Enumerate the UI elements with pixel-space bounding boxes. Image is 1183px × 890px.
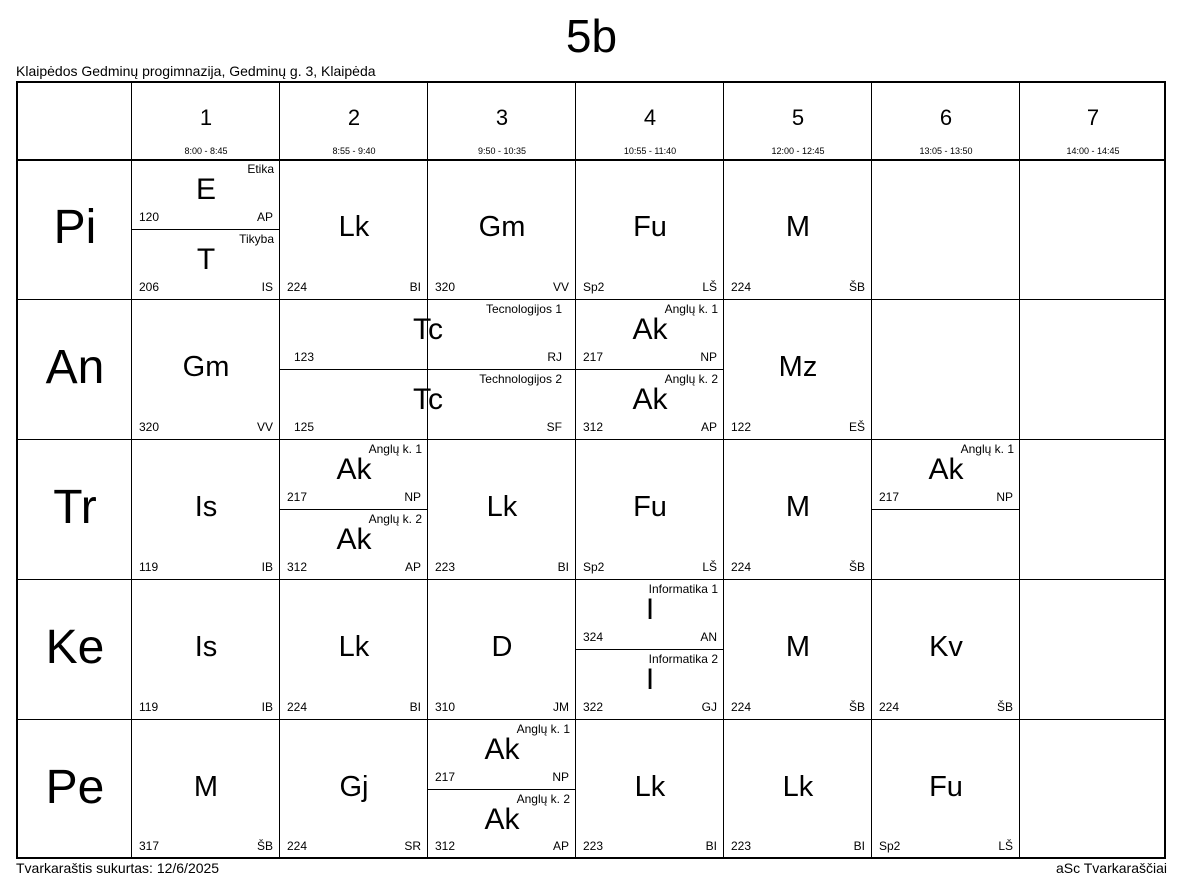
lesson-subject: Ak	[632, 313, 668, 346]
period-time: 8:00 - 8:45	[184, 146, 228, 156]
lesson-card[interactable]	[724, 720, 872, 859]
lesson-subject: Ak	[336, 453, 372, 486]
lesson-teacher: ŠB	[996, 700, 1013, 714]
lesson-room: 312	[435, 839, 456, 853]
day-label: Tr	[53, 481, 97, 534]
period-header	[428, 83, 576, 160]
lesson-subject: Ak	[484, 733, 520, 766]
lesson-teacher: VV	[256, 420, 273, 434]
lesson-teacher: IS	[261, 280, 273, 294]
lesson-group: Technologijos 2	[479, 372, 562, 386]
lesson-room: 310	[435, 700, 456, 714]
lesson-subject: Fu	[929, 770, 963, 803]
lesson-card[interactable]	[132, 440, 280, 580]
lesson-card[interactable]	[132, 720, 280, 859]
lesson-teacher: SR	[404, 839, 421, 853]
lesson-card[interactable]	[280, 370, 576, 440]
day-label: Pe	[45, 760, 105, 814]
day-label: Ke	[45, 621, 105, 674]
lesson-teacher: ŠB	[256, 839, 273, 853]
lesson-teacher: LŠ	[702, 560, 717, 574]
lesson-card[interactable]	[576, 370, 724, 440]
lesson-group: Anglų k. 1	[368, 442, 422, 456]
lesson-card[interactable]	[280, 580, 428, 720]
period-header	[1020, 83, 1166, 160]
lesson-teacher: AP	[404, 560, 421, 574]
lesson-subject: Is	[194, 631, 218, 663]
lesson-teacher: IB	[261, 700, 273, 714]
group-divider	[872, 509, 1019, 510]
lesson-card[interactable]	[280, 160, 428, 300]
lesson-card[interactable]	[428, 440, 576, 580]
lesson-subject: I	[645, 593, 655, 626]
lesson-room: 224	[287, 839, 308, 853]
lesson-teacher: JM	[553, 700, 569, 714]
lesson-room: 217	[287, 490, 308, 504]
lesson-teacher: BI	[409, 280, 421, 294]
lesson-teacher: RJ	[547, 350, 562, 364]
lesson-room: 224	[731, 280, 752, 294]
lesson-room: 224	[287, 280, 308, 294]
lesson-room: 320	[435, 280, 456, 294]
lesson-card[interactable]	[132, 300, 280, 440]
lesson-card[interactable]	[872, 440, 1020, 510]
period-header	[724, 83, 872, 160]
page-title: 5b	[565, 10, 618, 62]
lesson-card[interactable]	[428, 790, 576, 860]
lesson-teacher: BI	[853, 839, 865, 853]
lesson-card[interactable]	[132, 580, 280, 720]
lesson-subject: Is	[194, 491, 218, 523]
lesson-card[interactable]	[428, 580, 576, 720]
lesson-card[interactable]	[280, 720, 428, 859]
lesson-teacher: EŠ	[848, 420, 865, 434]
lesson-card[interactable]	[132, 160, 280, 230]
lesson-subject: Ak	[484, 802, 520, 836]
lesson-subject: Lk	[634, 770, 666, 803]
lesson-card[interactable]	[132, 230, 280, 300]
lesson-card[interactable]	[724, 160, 872, 300]
lesson-card[interactable]	[576, 650, 724, 720]
lesson-subject: Lk	[338, 211, 370, 243]
period-header	[132, 83, 280, 160]
lesson-room: 119	[139, 700, 159, 714]
period-header	[280, 83, 428, 160]
day-row-header	[18, 300, 132, 440]
lesson-card[interactable]	[724, 580, 872, 720]
lesson-teacher: AP	[700, 420, 717, 434]
lesson-subject: Lk	[486, 491, 518, 523]
lesson-subject: Tc	[413, 383, 443, 416]
lesson-group: Tecnologijos 1	[485, 302, 562, 316]
lesson-teacher: BI	[409, 700, 421, 714]
lesson-card[interactable]	[280, 300, 576, 370]
created-date: Tvarkaraštis sukurtas: 12/6/2025	[16, 860, 220, 876]
lesson-teacher: BI	[557, 560, 569, 574]
period-number: 2	[347, 105, 361, 130]
period-time: 13:05 - 13:50	[919, 146, 973, 156]
lesson-room: Sp2	[583, 560, 605, 574]
lesson-subject: M	[785, 491, 811, 523]
lesson-card[interactable]	[576, 580, 724, 650]
lesson-room: 320	[139, 420, 160, 434]
lesson-subject: D	[491, 631, 513, 663]
lesson-subject: Tc	[413, 313, 443, 346]
lesson-group: Anglų k. 2	[516, 791, 570, 806]
lesson-room: 120	[139, 210, 160, 224]
period-time: 8:55 - 9:40	[332, 146, 376, 156]
lesson-room: 217	[583, 350, 604, 364]
timetable-grid	[16, 81, 1166, 859]
lesson-subject: Ak	[928, 453, 964, 486]
lesson-room: 322	[583, 700, 604, 714]
lesson-group: Informatika 2	[648, 652, 718, 666]
lesson-teacher: GJ	[701, 700, 717, 714]
lesson-subject: M	[785, 631, 811, 663]
lesson-subject: M	[193, 770, 219, 803]
period-number: 3	[495, 105, 509, 130]
lesson-teacher: IB	[261, 560, 273, 574]
lesson-group: Etika	[247, 162, 274, 176]
lesson-teacher: ŠB	[848, 280, 865, 294]
lesson-card[interactable]	[280, 510, 428, 580]
lesson-subject: Lk	[338, 631, 370, 663]
lesson-room: 224	[879, 700, 900, 714]
lesson-subject: M	[785, 211, 811, 243]
lesson-card[interactable]	[576, 440, 724, 580]
lesson-card[interactable]	[576, 720, 724, 859]
lesson-subject: Gm	[182, 351, 230, 383]
period-header	[872, 83, 1020, 160]
lesson-subject: Gm	[478, 211, 526, 243]
lesson-room: 206	[139, 280, 160, 294]
lesson-room: 224	[731, 560, 752, 574]
lesson-card[interactable]	[724, 300, 872, 440]
lesson-room: 312	[583, 420, 604, 434]
lesson-subject: Ak	[336, 523, 372, 556]
lesson-teacher: AP	[552, 839, 569, 853]
period-time: 10:55 - 11:40	[623, 146, 677, 156]
lesson-room: 119	[139, 560, 159, 574]
lesson-room: 223	[731, 839, 752, 853]
day-row-header	[18, 160, 132, 300]
lesson-card[interactable]	[576, 300, 724, 370]
lesson-room: 217	[879, 490, 900, 504]
lesson-teacher: LŠ	[702, 280, 717, 294]
lesson-group: Anglų k. 1	[960, 442, 1014, 456]
lesson-group: Anglų k. 1	[516, 722, 570, 736]
lesson-subject: Fu	[633, 491, 667, 523]
period-number: 6	[939, 105, 953, 130]
lesson-teacher: NP	[996, 490, 1013, 504]
lesson-teacher: BI	[705, 839, 717, 853]
lesson-teacher: AN	[700, 630, 717, 644]
lesson-subject: I	[645, 663, 655, 696]
lesson-teacher: AP	[256, 210, 273, 224]
day-row-header	[18, 580, 132, 720]
lesson-subject: Fu	[633, 211, 667, 243]
lesson-room: 217	[435, 769, 456, 784]
period-header	[576, 83, 724, 160]
lesson-subject: E	[195, 173, 216, 206]
lesson-subject: Mz	[778, 351, 818, 383]
lesson-group: Anglų k. 2	[368, 512, 422, 526]
school-name: Klaipėdos Gedminų progimnazija, Gedminų g. 3, Klaipėda	[16, 63, 376, 79]
lesson-room: 223	[583, 839, 604, 853]
lesson-card[interactable]	[280, 440, 428, 510]
lesson-teacher: SF	[546, 420, 562, 434]
lesson-card[interactable]	[724, 440, 872, 580]
lesson-room: 317	[139, 839, 160, 853]
lesson-card[interactable]	[428, 160, 576, 300]
day-row-header	[18, 720, 132, 859]
app-credit: aSc Tvarkaraščiai	[1055, 860, 1167, 876]
lesson-group: Tikyba	[239, 232, 274, 246]
period-time: 14:00 - 14:45	[1066, 146, 1120, 156]
lesson-subject: T	[196, 243, 216, 276]
lesson-room: 122	[731, 420, 752, 434]
lesson-card[interactable]	[872, 580, 1020, 720]
period-number: 4	[643, 105, 657, 130]
lesson-room: Sp2	[879, 839, 901, 853]
lesson-card[interactable]	[872, 720, 1020, 859]
period-time: 9:50 - 10:35	[477, 146, 527, 156]
lesson-group: Informatika 1	[648, 582, 718, 596]
lesson-teacher: NP	[552, 769, 569, 784]
period-time: 12:00 - 12:45	[771, 146, 825, 156]
lesson-group: Anglų k. 1	[664, 302, 718, 316]
lesson-room: 125	[294, 420, 315, 434]
period-number: 5	[791, 105, 805, 130]
lesson-room: 224	[287, 700, 308, 714]
lesson-subject: Ak	[632, 383, 668, 416]
lesson-teacher: VV	[552, 280, 569, 294]
lesson-room: Sp2	[583, 280, 605, 294]
lesson-room: 223	[435, 560, 456, 574]
lesson-room: 324	[583, 630, 604, 644]
day-label: Pi	[53, 201, 97, 254]
lesson-teacher: ŠB	[848, 700, 865, 714]
lesson-room: 312	[287, 560, 308, 574]
day-label: An	[45, 341, 105, 394]
lesson-group: Anglų k. 2	[664, 372, 718, 386]
lesson-subject: Gj	[339, 770, 369, 803]
lesson-teacher: NP	[404, 490, 421, 504]
day-row-header	[18, 440, 132, 580]
lesson-card[interactable]	[576, 160, 724, 300]
period-number: 7	[1086, 105, 1100, 130]
lesson-card[interactable]	[428, 720, 576, 790]
lesson-teacher: LŠ	[998, 839, 1013, 853]
period-number: 1	[199, 105, 213, 130]
lesson-room: 224	[731, 700, 752, 714]
lesson-teacher: NP	[700, 350, 717, 364]
lesson-subject: Lk	[782, 770, 814, 803]
lesson-teacher: ŠB	[848, 560, 865, 574]
lesson-subject: Kv	[929, 631, 963, 663]
lesson-room: 123	[294, 350, 315, 364]
